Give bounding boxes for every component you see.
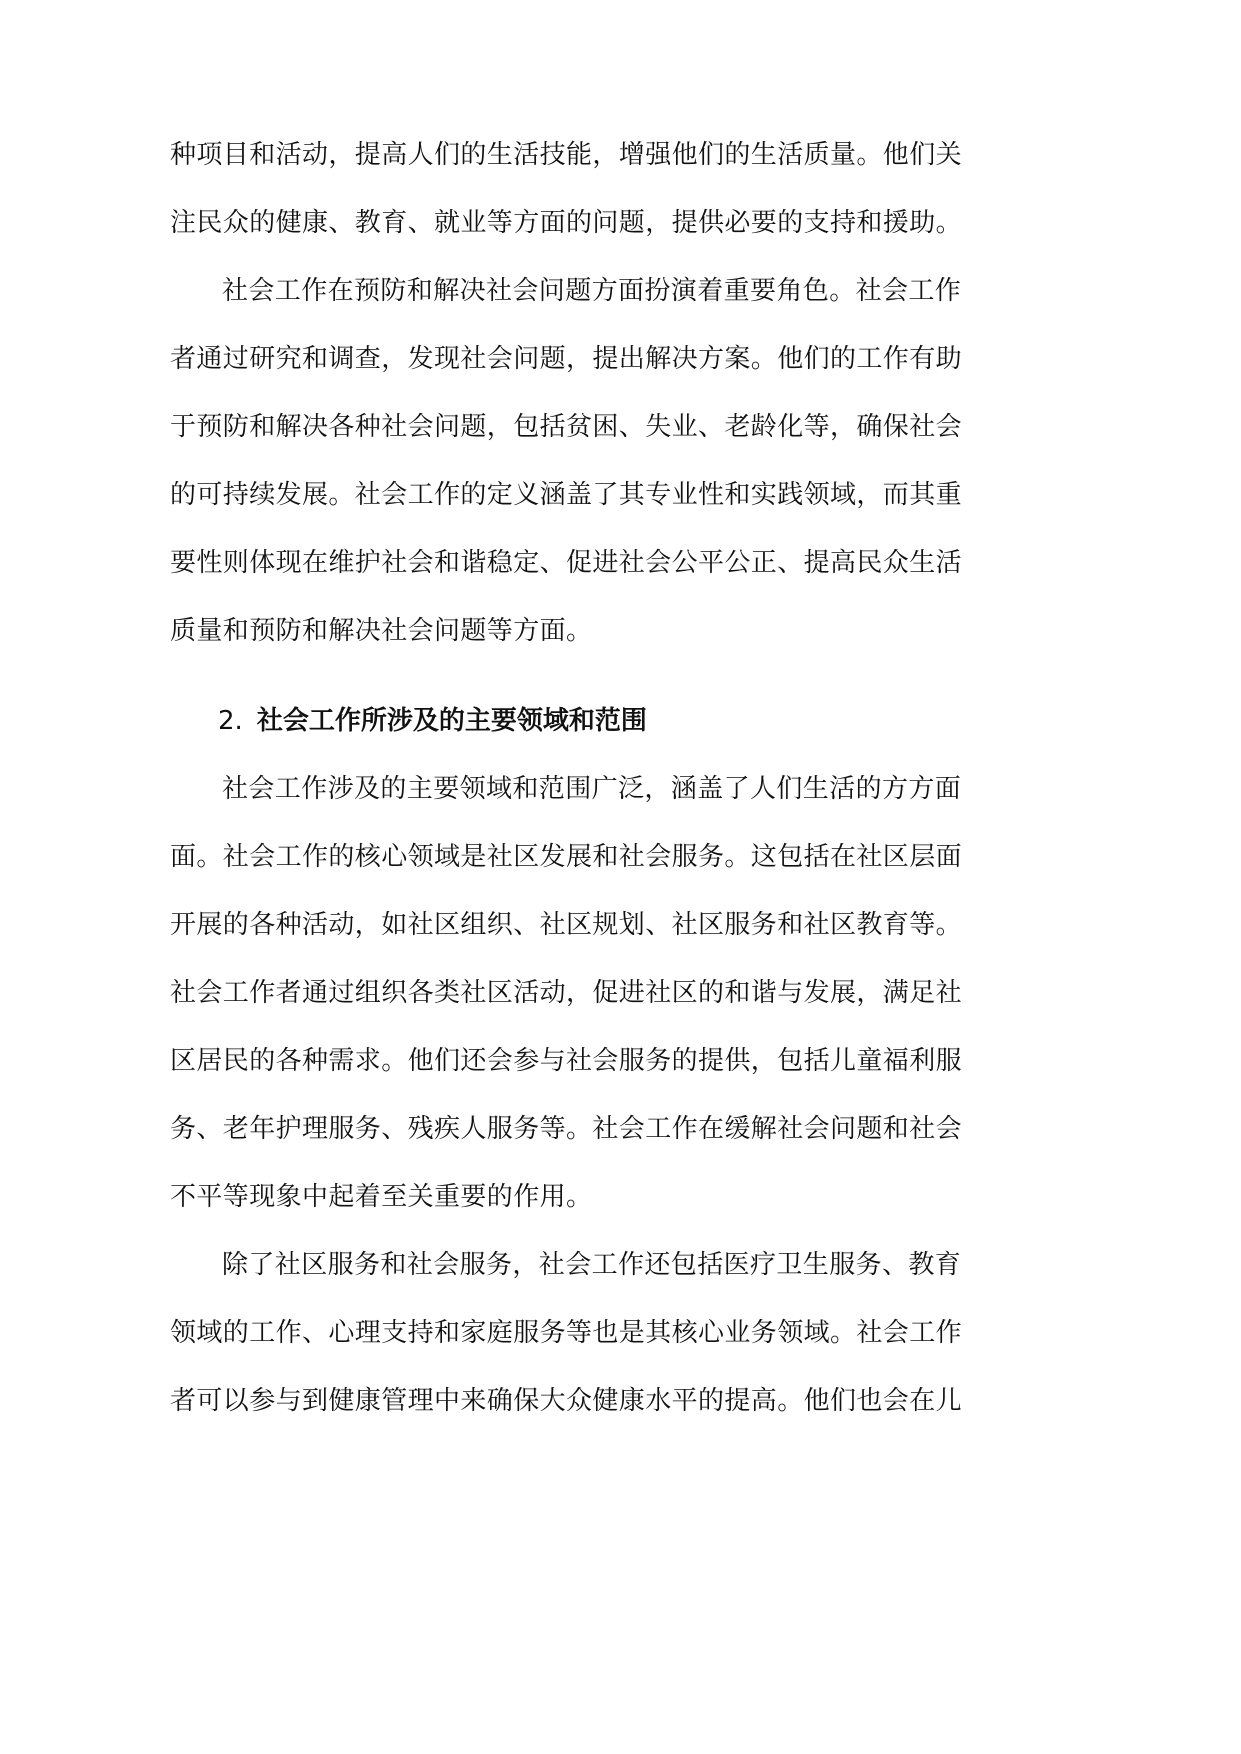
section-title: 社会工作所涉及的主要领域和范围	[256, 706, 647, 736]
text-line: 种项目和活动，提高人们的生活技能，增强他们的生活质量。他们关	[170, 140, 963, 170]
paragraph-social-work-role	[170, 266, 963, 674]
document-body	[170, 130, 963, 1444]
paragraph-main-fields	[170, 764, 963, 1240]
paragraph-other-fields	[170, 1240, 963, 1444]
text-line: 社会工作涉及的主要领域和范围广泛，涵盖了人们生活的方方面	[222, 774, 962, 804]
text-line: 者通过研究和调查，发现社会问题，提出解决方案。他们的工作有助	[170, 344, 963, 374]
text-line: 注民众的健康、教育、就业等方面的问题，提供必要的支持和援助。	[170, 208, 963, 238]
text-line: 面。社会工作的核心领域是社区发展和社会服务。这包括在社区层面	[170, 842, 963, 872]
section-number: 2.	[218, 706, 243, 736]
text-line: 的可持续发展。社会工作的定义涵盖了其专业性和实践领域，而其重	[170, 480, 963, 510]
section-heading	[170, 696, 943, 764]
text-line: 领域的工作、心理支持和家庭服务等也是其核心业务领域。社会工作	[170, 1318, 963, 1348]
text-line: 区居民的各种需求。他们还会参与社会服务的提供，包括儿童福利服	[170, 1046, 963, 1076]
text-line: 开展的各种活动，如社区组织、社区规划、社区服务和社区教育等。	[170, 910, 963, 940]
section-spacer	[170, 674, 943, 696]
text-line: 务、老年护理服务、残疾人服务等。社会工作在缓解社会问题和社会	[170, 1114, 963, 1144]
text-line: 于预防和解决各种社会问题，包括贫困、失业、老龄化等，确保社会	[170, 412, 963, 442]
text-line: 社会工作在预防和解决社会问题方面扮演着重要角色。社会工作	[222, 276, 962, 306]
text-line: 要性则体现在维护社会和谐稳定、促进社会公平公正、提高民众生活	[170, 548, 963, 578]
text-line: 除了社区服务和社会服务，社会工作还包括医疗卫生服务、教育	[222, 1250, 962, 1280]
text-line: 社会工作者通过组织各类社区活动，促进社区的和谐与发展，满足社	[170, 978, 963, 1008]
text-line: 者可以参与到健康管理中来确保大众健康水平的提高。他们也会在儿	[170, 1386, 963, 1416]
text-line: 质量和预防和解决社会问题等方面。	[170, 616, 593, 646]
paragraph-continuation	[170, 130, 963, 266]
text-line: 不平等现象中起着至关重要的作用。	[170, 1182, 593, 1212]
